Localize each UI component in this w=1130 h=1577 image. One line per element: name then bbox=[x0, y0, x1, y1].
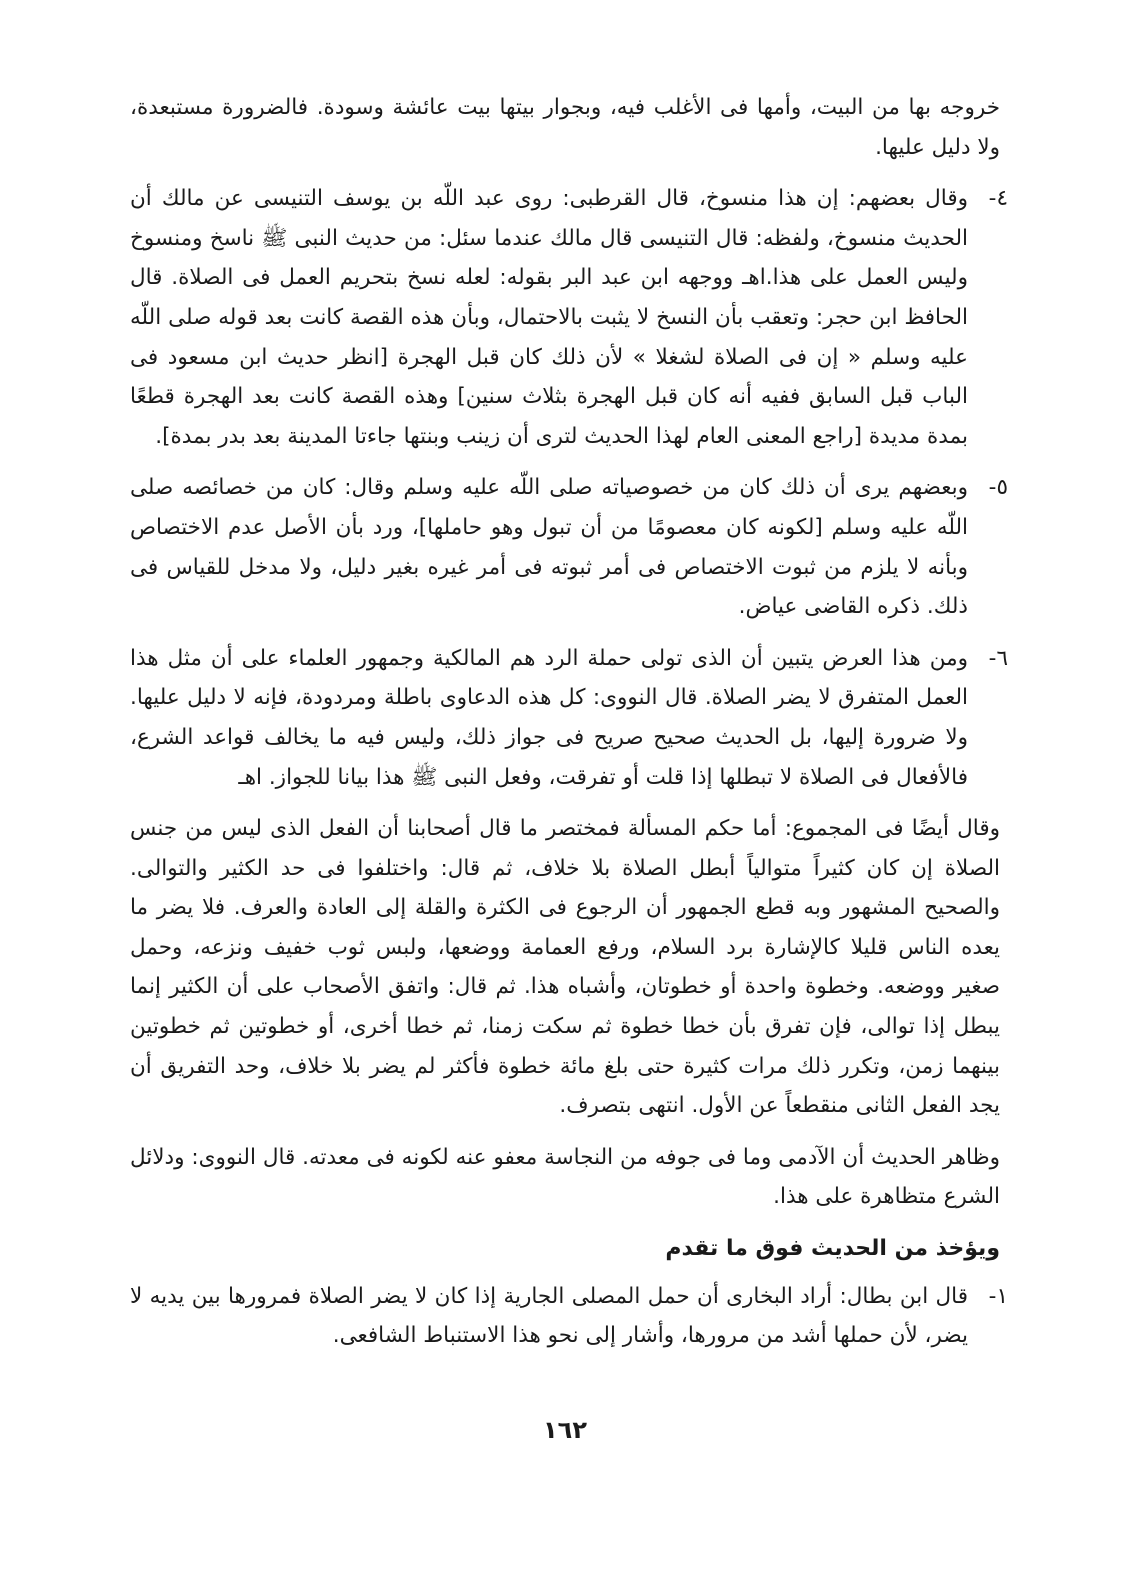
page-number: ١٦٢ bbox=[543, 1416, 587, 1444]
item-text: وقال بعضهم: إن هذا منسوخ، قال القرطبى: روى عبد اللّه بن يوسف التنيسى عن مالك أن الحديث منسوخ، ولفظه: قال التنيسى قال مالك عندما سئل: من حديث النبى ﷺ ناسخ ومنسوخ وليس العمل على هذا.اهـ ووجهه ابن عبد البر بقوله: لعله نسخ بتحريم العمل فى الصلاة. قال الحافظ ابن حجر: وتعقب بأن النسخ لا يثبت بالاحتمال، وبأن هذه القصة كانت بعد قوله صلى اللّه عليه وسلم « إن فى الصلاة لشغلا » لأن ذلك كان قبل الهجرة [انظر حديث ابن مسعود فى الباب قبل السابق ففيه أنه كان قبل الهجرة بثلاث سنين] وهذه القصة كانت بعد الهجرة قطعًا بمدة مديدة [راجع المعنى العام لهذا الحديث لترى أن زينب وبنتها جاءتا المدينة بعد بدر بمدة]. bbox=[130, 186, 968, 449]
list-item-5 bbox=[130, 468, 1008, 626]
item-number: ٤- bbox=[988, 186, 1008, 212]
item-text: وبعضهم يرى أن ذلك كان من خصوصياته صلى اللّه عليه وسلم وقال: كان من خصائصه صلى اللّه عليه وسلم [لكونه كان معصومًا من أن تبول وهو حاملها]، ورد بأن الأصل عدم الاختصاص وبأنه لا يلزم من ثبوت الاختصاص فى أمر ثبوته فى أمر غيره بغير دليل، ولا مدخل للقياس فى ذلك. ذكره القاضى عياض. bbox=[130, 475, 968, 620]
section-heading: ويؤخذ من الحديث فوق ما تقدم bbox=[665, 1236, 1000, 1262]
list-item-6 bbox=[130, 639, 1008, 797]
list-item-1 bbox=[130, 1277, 1008, 1356]
paragraph-majmu: وقال أيضًا فى المجموع: أما حكم المسألة فمختصر ما قال أصحابنا أن الفعل الذى ليس من جنس الصلاة إن كان كثيراً متوالياً أبطل الصلاة بلا خلاف، ثم قال: واختلفوا فى حد الكثير والتوالى. والصحيح المشهور وبه قطع الجمهور أن الرجوع فى الكثرة والقلة إلى العادة والعرف. فلا يضر ما يعده الناس قليلا كالإشارة برد السلام، ورفع العمامة ووضعها، ولبس ثوب خفيف ونزعه، وحمل صغير ووضعه. وخطوة واحدة أو خطوتان، وأشباه هذا. ثم قال: واتفق الأصحاب على أن الكثير إنما يبطل إذا توالى، فإن تفرق بأن خطا خطوة ثم سكت زمنا، ثم خطا أخرى، أو خطوتين ثم خطوتين بينهما زمن، وتكرر ذلك مرات كثيرة حتى بلغ مائة خطوة فأكثر لم يضر بلا خلاف، وحد التفريق أن يجد الفعل الثانى منقطعاً عن الأول. انتهى بتصرف. bbox=[130, 816, 1000, 1119]
item-text-continued: لا يضر، لأن حملها أشد من مرورها، وأشار إلى نحو هذا الاستنباط الشافعى. bbox=[130, 1283, 968, 1349]
item-text: ومن هذا العرض يتبين أن الذى تولى حملة الرد هم المالكية وجمهور العلماء على أن مثل هذا العمل المتفرق لا يضر الصلاة. قال النووى: كل هذه الدعاوى باطلة ومردودة، فإنه لا دليل عليها. ولا ضرورة إليها، بل الحديث صحيح صريح فى جواز ذلك، وليس فيه ما يخالف قواعد الشرع، فالأفعال فى الصلاة لا تبطلها إذا قلت أو تفرقت، وفعل النبى ﷺ هذا بيانا للجواز. اهـ bbox=[130, 645, 968, 790]
list-item-4 bbox=[130, 179, 1008, 456]
item-number: ٦- bbox=[988, 645, 1008, 671]
item-number: ١- bbox=[988, 1283, 1008, 1309]
item-number: ٥- bbox=[988, 475, 1008, 501]
page-body bbox=[130, 88, 1008, 1368]
paragraph-continuation: خروجه بها من البيت، وأمها فى الأغلب فيه، وبجوار بيتها بيت عائشة وسودة. فالضرورة مستبعدة، ولا دليل عليها. bbox=[130, 95, 1000, 160]
item-text: قال ابن بطال: أراد البخارى أن حمل المصلى الجارية إذا كان لا يضر الصلاة فمرورها بين يديه bbox=[149, 1283, 968, 1309]
paragraph-zahir: وظاهر الحديث أن الآدمى وما فى جوفه من النجاسة معفو عنه لكونه فى معدته. قال النووى: ودلائل الشرع متظاهرة على هذا. bbox=[130, 1144, 1000, 1210]
